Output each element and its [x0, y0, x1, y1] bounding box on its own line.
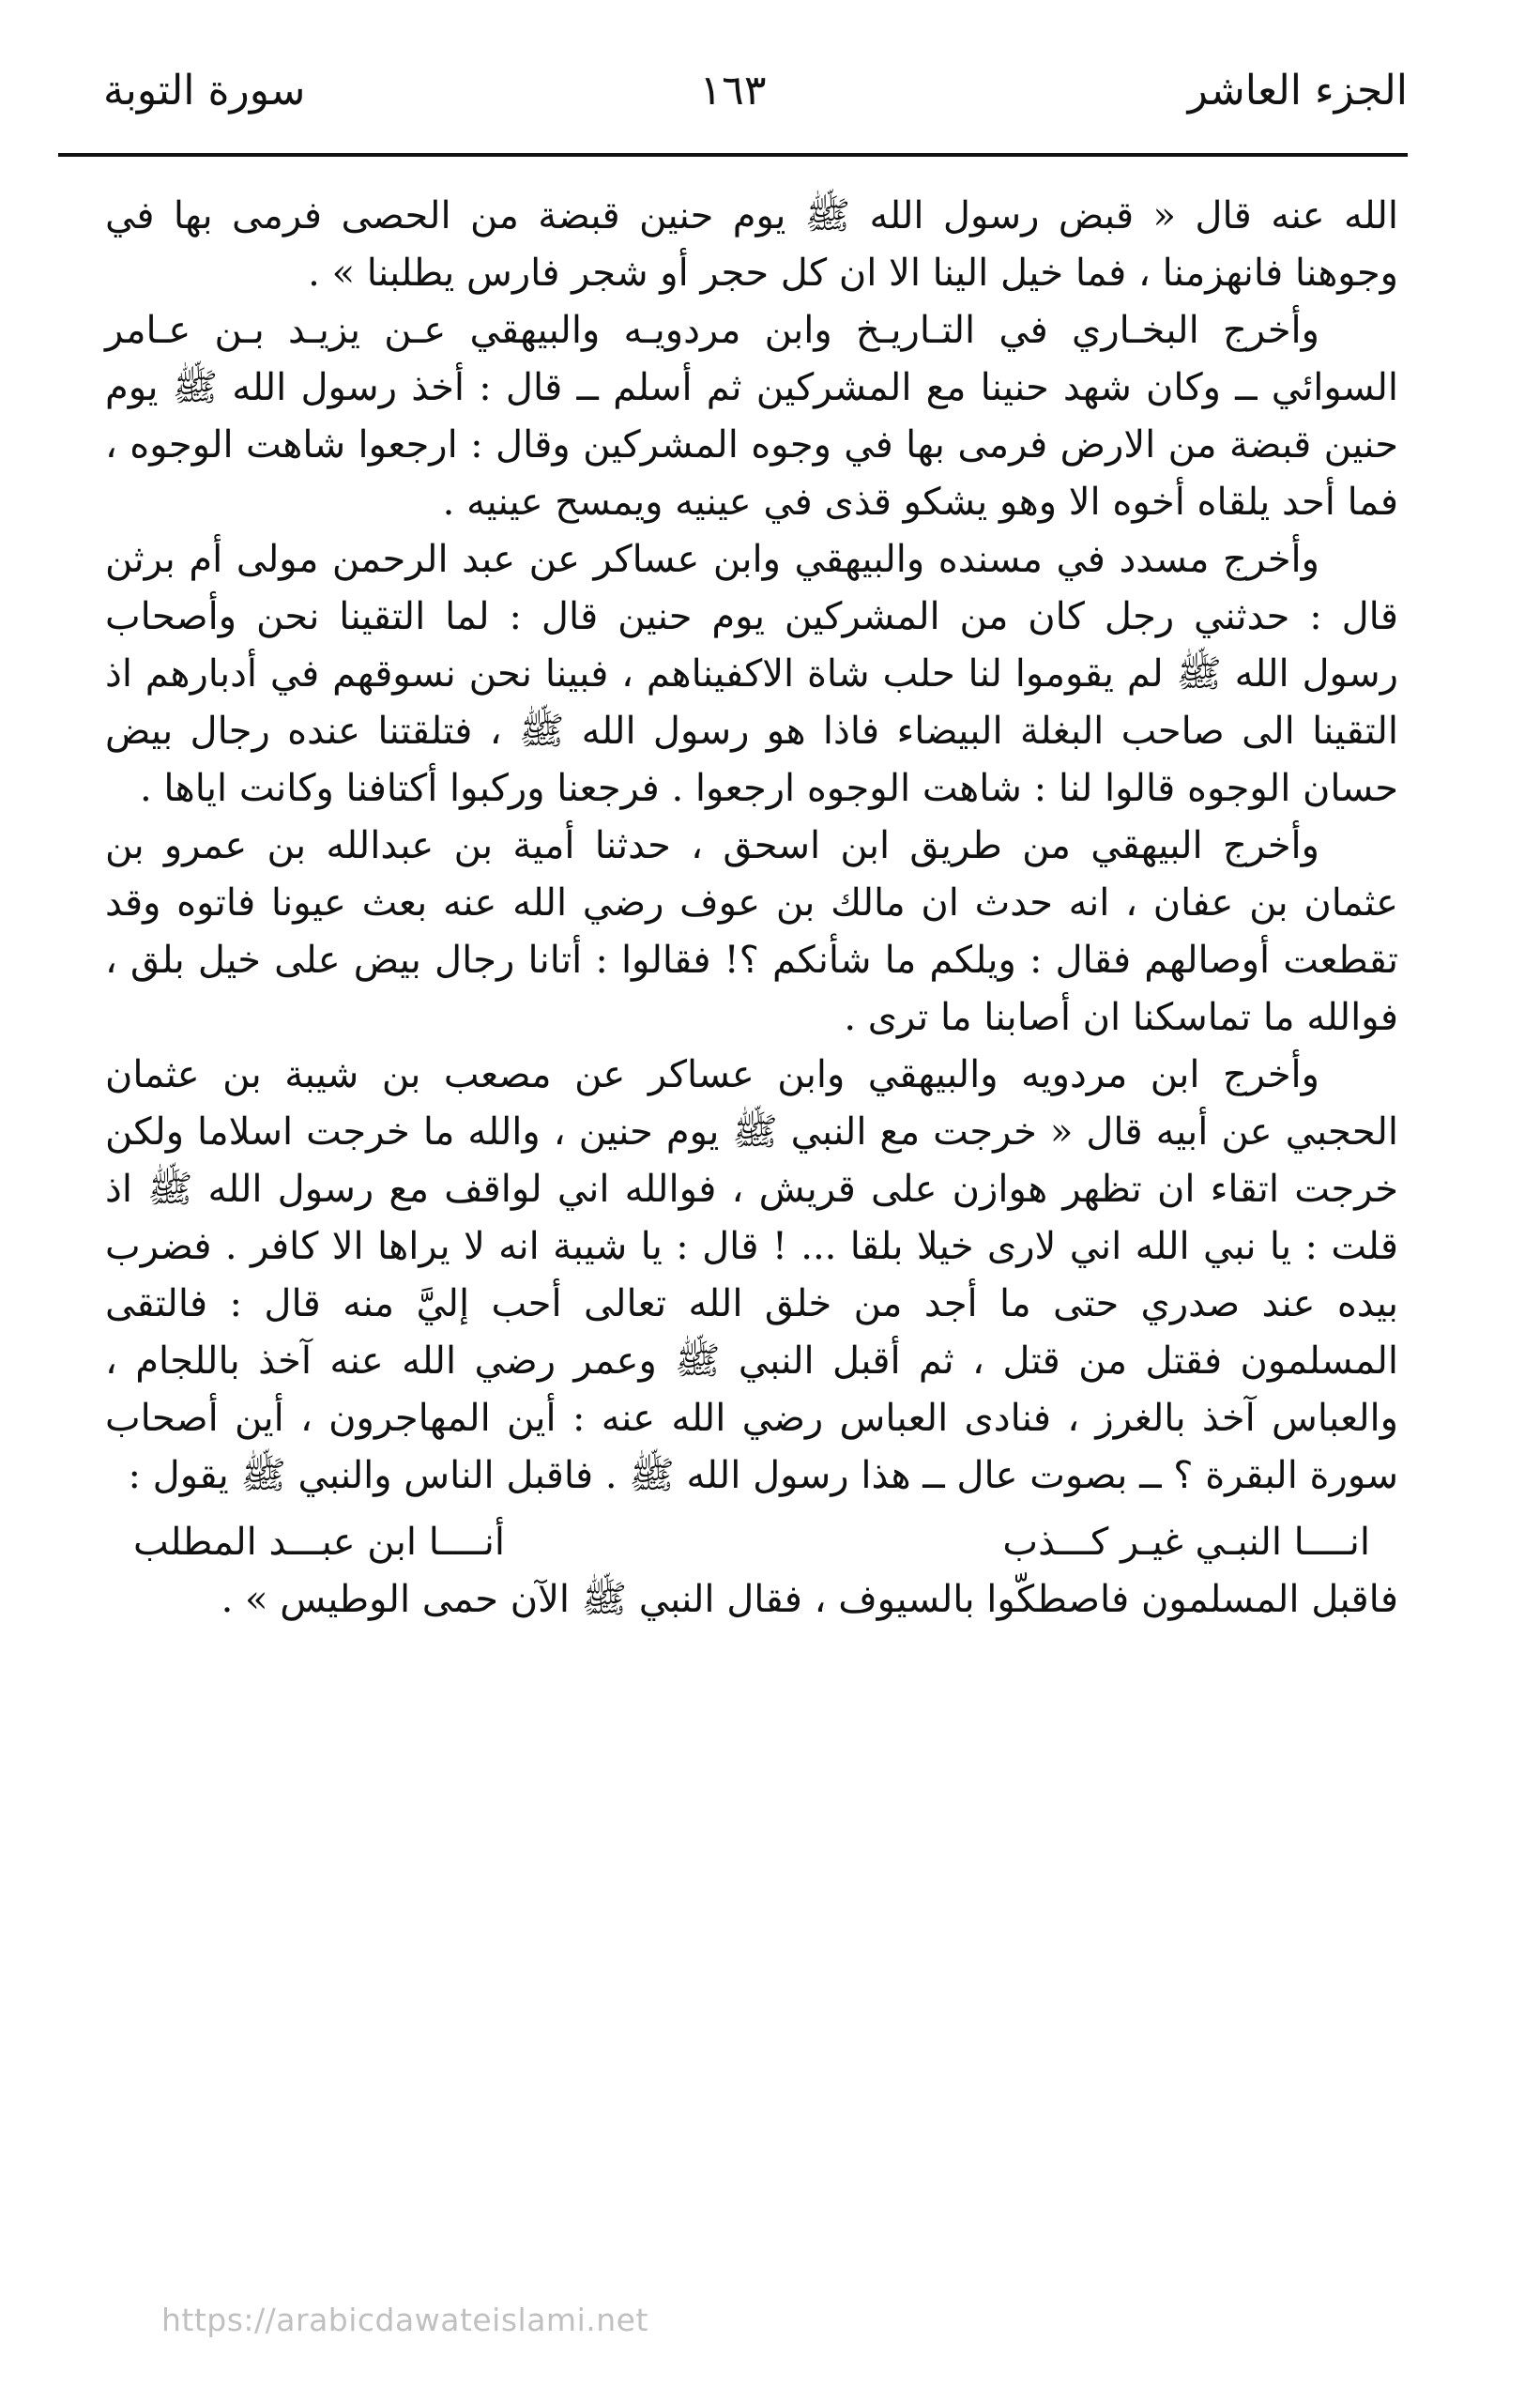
part-title: الجزء العاشر	[1187, 67, 1408, 115]
paragraph-musaddad: وأخرج مسدد في مسنده والبيهقي وابن عساكر عن عبد الرحمن مولى أم برثن قال : حدثني رجل كان من المشركين يوم حنين قال : لما التقينا نحن وأصحاب رسول الله ﷺ لم يقوموا لنا حلب شاة الاكفيناهم ، فبينا نحن نسوقهم في أدبارهم اذ التقينا الى صاحب البغلة البيضاء فاذا هو رسول الله ﷺ ، فتلقتنا عنده رجال بيض حسان الوجوه قالوا لنا : شاهت الوجوه ارجعوا . فرجعنا وركبوا أكتافنا وكانت اياها .	[105, 538, 1399, 810]
paragraph-bukhari: وأخرج البخـاري في التـاريـخ وابن مردويـه والبيهقي عـن يزيـد بـن عـامر السوائي ــ وكان شهد حنينا مع المشركين ثم أسلم ــ قال : أخذ رسول الله ﷺ يوم حنين قبضة من الارض فرمى بها في وجوه المشركين وقال : ارجعوا شاهت الوجوه ، فما أحد يلقاه أخوه الا وهو يشكو قذى في عينيه ويمسح عينيه .	[105, 309, 1398, 524]
page-body	[105, 188, 1398, 1629]
paragraph-bayhaqi: وأخرج البيهقي من طريق ابن اسحق ، حدثنا أمية بن عبدالله بن عمرو بن عثمان بن عفان ، انه حدث ان مالك بن عوف رضي الله عنه بعث عيونا فاتوه وقد تقطعت أوصالهم فقال : ويلكم ما شأنكم ؟! فقالوا : أتانا رجال بيض على خيل بلق ، فوالله ما تماسكنا ان أصابنا ما ترى .	[105, 824, 1398, 1039]
page-header	[58, 58, 1408, 133]
page-number: ١٦٣	[699, 67, 767, 115]
paragraph-closing: فاقبل المسلمون فاصطكّوا بالسيوف ، فقال النبي ﷺ الآن حمى الوطيس » .	[221, 1578, 1398, 1621]
paragraph-ibn-mardawayh: وأخرج ابن مردويه والبيهقي وابن عساكر عن مصعب بن شيبة بن عثمان الحجبي عن أبيه قال « خرجت مع النبي ﷺ يوم حنين ، والله ما خرجت اسلاما ولكن خرجت اتقاء ان تظهر هوازن على قريش ، فوالله اني لواقف مع رسول الله ﷺ اذ قلت : يا نبي الله اني لارى خيلا بلقا ... ! قال : يا شيبة انه لا يراها الا كافر . فضرب بيده عند صدري حتى ما أجد من خلق الله تعالى أحب إليَّ منه قال : فالتقى المسلمون فقتل من قتل ، ثم أقبل النبي ﷺ وعمر رضي الله عنه آخذ باللجام ، والعباس آخذ بالغرز ، فنادى العباس رضي الله عنه : أين المهاجرون ، أين أصحاب سورة البقرة ؟ ــ بصوت عال ــ هذا رسول الله ﷺ . فاقبل الناس والنبي ﷺ يقول :	[105, 1053, 1398, 1497]
watermark-url: https://arabicdawateislami.net	[161, 2302, 648, 2338]
verse-hemistich-second: أنــــا ابن عبـــد المطلب	[133, 1521, 505, 1564]
poetry-verse	[133, 1514, 1370, 1571]
header-divider	[58, 153, 1408, 157]
paragraph-continuation: الله عنه قال « قبض رسول الله ﷺ يوم حنين قبضة من الحصى فرمى بها في وجوهنا فانهزمنا ، فما خيل الينا الا ان كل حجر أو شجر فارس يطلبنا » .	[105, 194, 1398, 295]
surah-title: سورة التوبة	[103, 67, 306, 115]
verse-hemistich-first: انــــا النبـي غيـر كـــذب	[1002, 1521, 1370, 1564]
